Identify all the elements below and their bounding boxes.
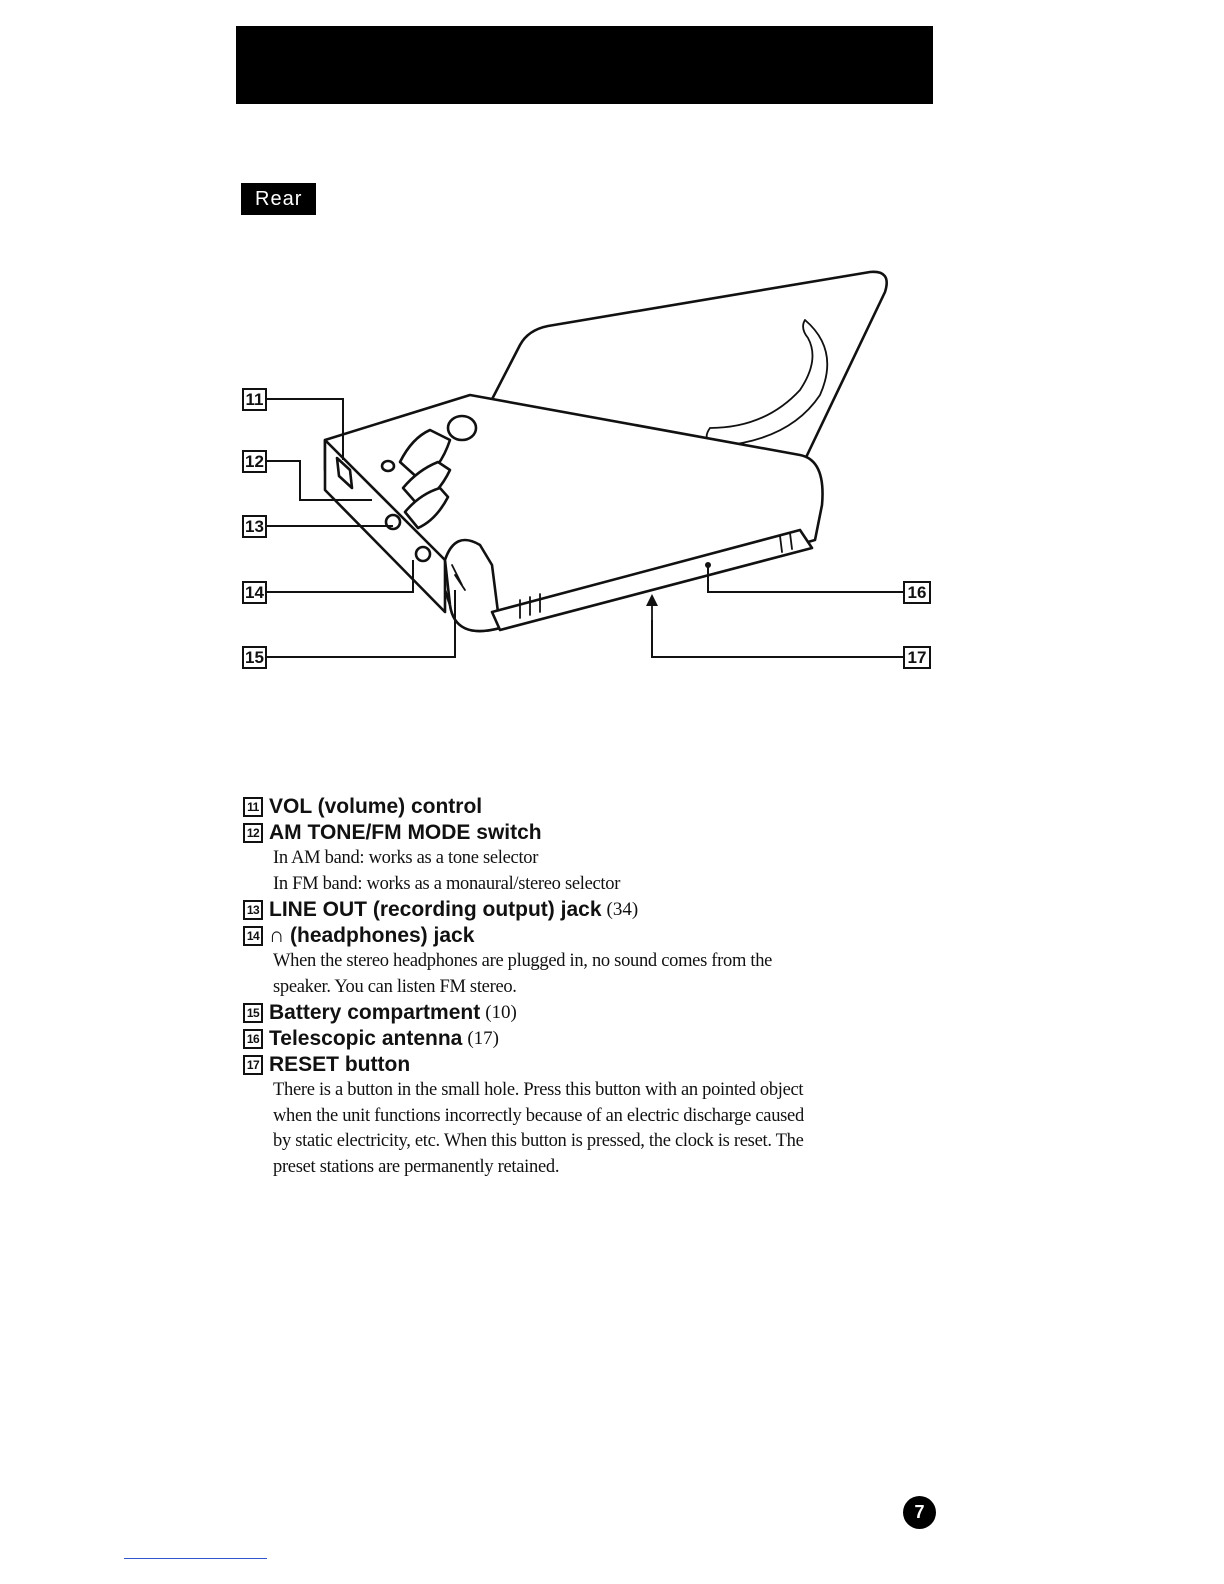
callout-13: [243, 516, 266, 537]
section-tag: Rear: [241, 183, 316, 215]
part-12: [243, 820, 943, 897]
page-reference: (34): [606, 899, 639, 920]
parts-list: [243, 794, 943, 1180]
svg-text:16: 16: [907, 583, 927, 602]
part-title: Battery compartment: [269, 1001, 481, 1024]
part-title: ∩ (headphones) jack: [269, 924, 475, 947]
leader-15: [266, 590, 455, 657]
svg-text:14: 14: [245, 583, 264, 602]
svg-text:15: 15: [245, 648, 264, 667]
callout-17: [904, 647, 930, 668]
part-heading: [243, 794, 943, 820]
description-line: In FM band: works as a monaural/stereo selector: [273, 873, 621, 894]
part-number: 14: [243, 926, 263, 946]
description-line: There is a button in the small hole. Press this button with an pointed object: [273, 1080, 804, 1100]
part-11: [243, 794, 943, 820]
part-title: VOL (volume) control: [269, 795, 483, 818]
part-16: [243, 1026, 943, 1052]
part-number: 15: [243, 1003, 263, 1023]
svg-text:12: 12: [245, 452, 264, 471]
leader-17: [652, 620, 904, 657]
part-15: [243, 1000, 943, 1026]
part-title: LINE OUT (recording output) jack: [269, 898, 602, 921]
part-number: 13: [243, 900, 263, 920]
callout-11: [243, 389, 266, 410]
part-heading: [243, 820, 943, 846]
description-line: When the stereo headphones are plugged in, no sound comes from the: [273, 951, 773, 971]
part-heading: [243, 1000, 943, 1026]
part-heading: [243, 1026, 943, 1052]
leader-14: [266, 560, 413, 592]
callout-12: [243, 451, 266, 472]
callout-16: [904, 582, 930, 603]
footer-rule: [124, 1558, 267, 1559]
part-description: [273, 846, 943, 897]
callout-14: [243, 582, 266, 603]
part-14: [243, 923, 943, 1000]
page-reference: (17): [467, 1028, 499, 1049]
part-13: [243, 897, 943, 923]
svg-text:11: 11: [245, 390, 264, 409]
description-line: by static electricity, etc. When this button is pressed, the clock is reset. The: [273, 1131, 804, 1151]
part-heading: [243, 897, 943, 923]
part-number: 16: [243, 1029, 263, 1049]
radio-illustration: [325, 272, 887, 631]
part-title: Telescopic antenna: [269, 1027, 463, 1050]
leader-16: [708, 565, 904, 592]
part-description: [273, 949, 943, 1000]
rear-view-diagram: [0, 0, 1224, 720]
description-line: In AM band: works as a tone selector: [273, 848, 539, 868]
part-number: 17: [243, 1055, 263, 1075]
part-title: RESET button: [269, 1053, 411, 1076]
page-number: 7: [903, 1496, 936, 1529]
part-heading: [243, 1052, 943, 1078]
part-heading: [243, 923, 943, 949]
svg-text:13: 13: [245, 517, 264, 536]
description-line: preset stations are permanently retained.: [273, 1156, 560, 1177]
svg-text:17: 17: [907, 648, 927, 667]
part-17: [243, 1052, 943, 1180]
part-title: AM TONE/FM MODE switch: [269, 821, 542, 844]
description-line: when the unit functions incorrectly because of an electric discharge caused: [273, 1105, 804, 1126]
page-reference: (10): [485, 1002, 517, 1023]
callout-15: [243, 647, 266, 668]
part-number: 12: [243, 823, 263, 843]
description-line: speaker. You can listen FM stereo.: [273, 976, 517, 997]
part-number: 11: [243, 797, 263, 817]
part-description: [273, 1078, 943, 1180]
